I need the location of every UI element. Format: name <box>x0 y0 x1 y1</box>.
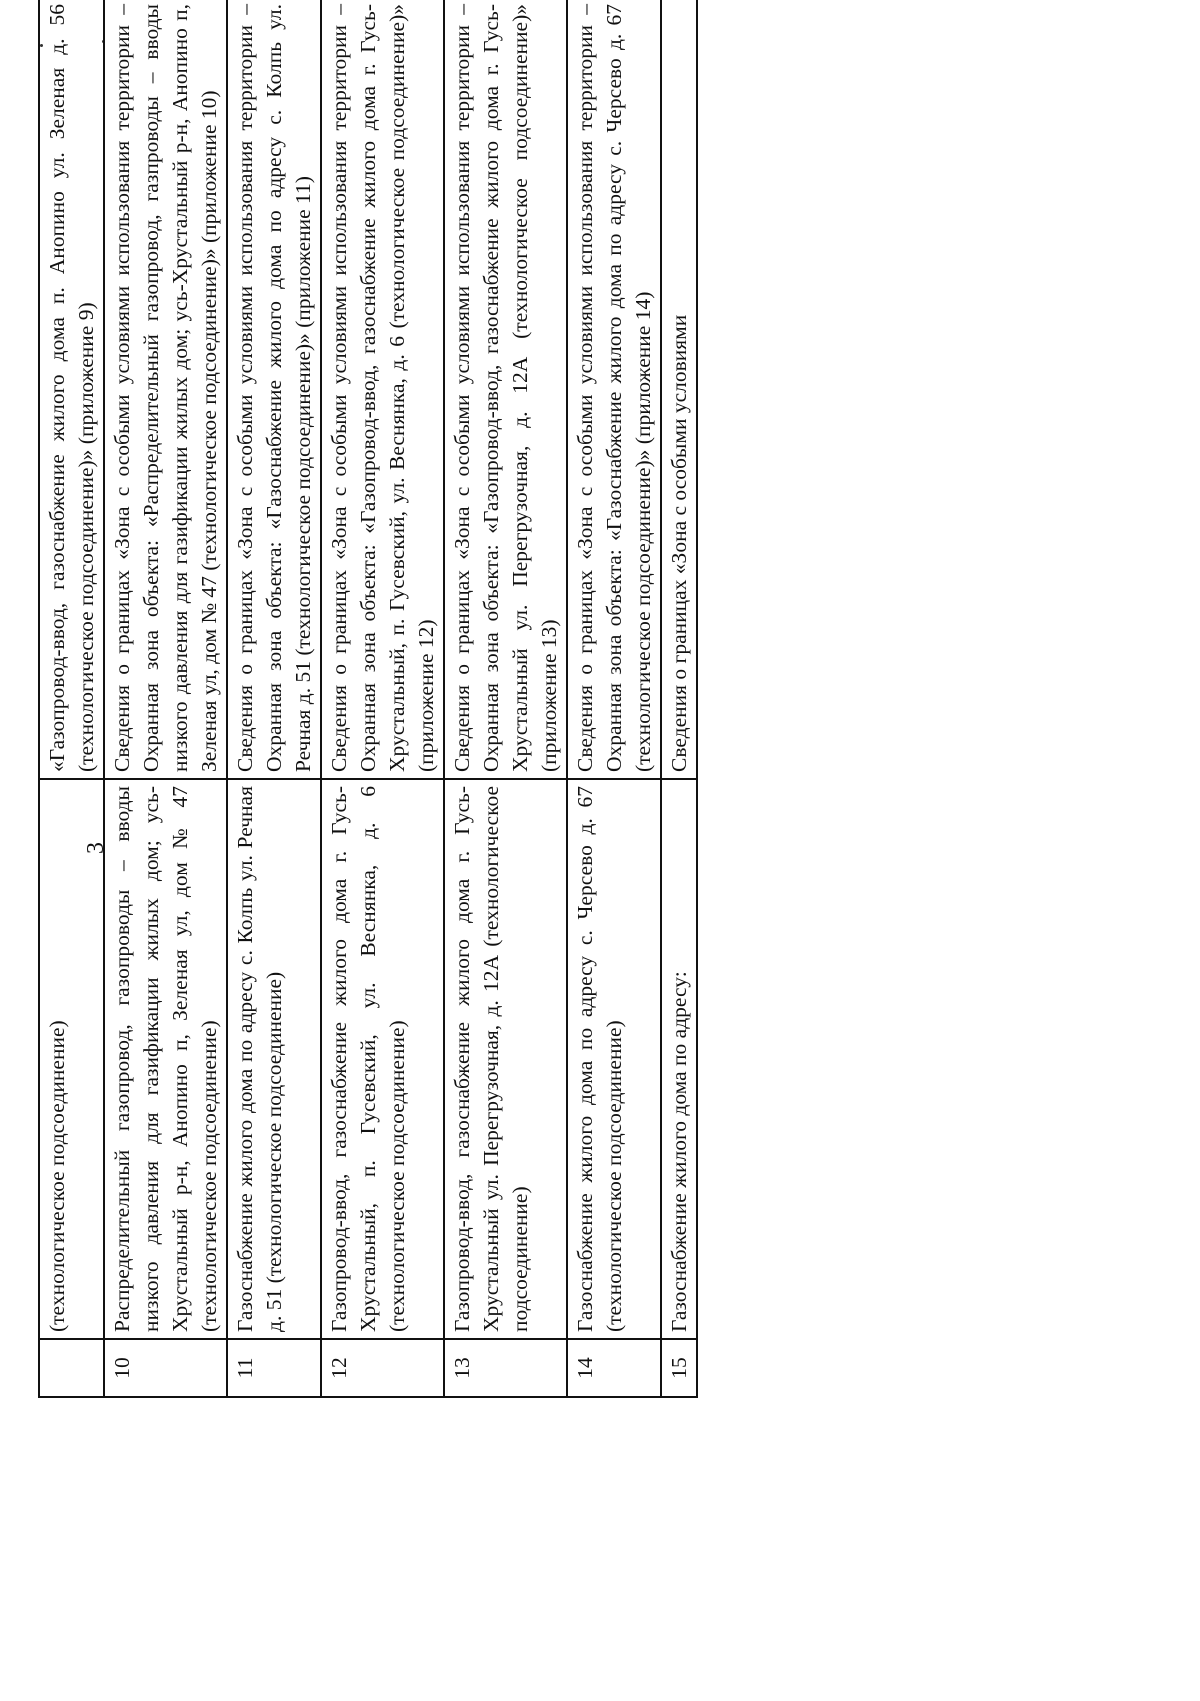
page-number: 3 <box>83 842 109 854</box>
zone-info-cell: Сведения о границах «Зона с особыми условиями <box>661 0 697 779</box>
row-number-cell: 11 <box>227 1339 321 1397</box>
zone-info-cell: «Газопровод-ввод, газоснабжение жилого дома п. Анопино ул. Зеленая д. 56 (технологическое подсоединение)» (приложение 9) <box>39 0 104 779</box>
objects-table <box>38 0 698 1398</box>
object-name-cell: Газопровод-ввод, газоснабжение жилого дома г. Гусь-Хрустальный ул. Перегрузочная, д. 12А (технологическое подсоединение) <box>444 779 567 1339</box>
zone-info-cell: Сведения о границах «Зона с особыми условиями использования территории – Охранная зона объекта: «Газоснабжение жилого дома по адресу с. Колпь ул. Речная д. 51 (технологическое подсоединение)» (приложение 11) <box>227 0 321 779</box>
table-row <box>444 0 567 1397</box>
zone-info-cell: Сведения о границах «Зона с особыми условиями использования территории – Охранная зона объекта: «Газопровод-ввод, газоснабжение жилого дома г. Гусь-Хрустальный ул. Перегрузочная, д. 12А (технологическое подсоединение)» (приложение 13) <box>444 0 567 779</box>
object-name-cell: Газоснабжение жилого дома по адресу: <box>661 779 697 1339</box>
zone-info-cell: Сведения о границах «Зона с особыми условиями использования территории – Охранная зона объекта: «Газопровод-ввод, газоснабжение жилого дома г. Гусь-Хрустальный, п. Гусевский, ул. Веснянка, д. 6 (технологическое подсоединение)» (приложение 12) <box>321 0 444 779</box>
object-name-cell: (технологическое подсоединение) <box>39 779 104 1339</box>
zone-info-cell: Сведения о границах «Зона с особыми условиями использования территории – Охранная зона объекта: «Газоснабжение жилого дома по адресу с. Черсево д. 67 (технологическое подсоединение)» (приложение 14) <box>567 0 661 779</box>
object-name-cell: Газоснабжение жилого дома по адресу с. Колпь ул. Речная д. 51 (технологическое подсоединение) <box>227 779 321 1339</box>
table-row <box>321 0 444 1397</box>
table-row <box>227 0 321 1397</box>
row-number-cell: 10 <box>104 1339 227 1397</box>
object-name-cell: Распределительный газопровод, газопроводы – вводы низкого давления для газификации жилых дом; усь-Хрустальный р-н, Анопино п, Зеленая ул, дом № 47 (технологическое подсоединение) <box>104 779 227 1339</box>
row-number-cell: 14 <box>567 1339 661 1397</box>
rotated-table-container <box>38 0 998 1398</box>
zone-info-cell: Сведения о границах «Зона с особыми условиями использования территории – Охранная зона объекта: «Распределительный газопровод, газпроводы – вводы низкого давления для газификации жилых дом; усь-Хрустальный р-н, Анопино п, Зеленая ул, дом № 47 (технологическое подсоединение)» (приложение 10) <box>104 0 227 779</box>
object-name-cell: Газопровод-ввод, газоснабжение жилого дома г. Гусь-Хрустальный, п. Гусевский, ул. Веснянка, д. 6 (технологическое подсоединение) <box>321 779 444 1339</box>
row-number-cell: 12 <box>321 1339 444 1397</box>
table-row <box>104 0 227 1397</box>
table-row <box>567 0 661 1397</box>
row-number-cell <box>39 1339 104 1397</box>
table-row <box>39 0 104 1397</box>
object-name-cell: Газоснабжение жилого дома по адресу с. Черсево д. 67 (технологическое подсоединение) <box>567 779 661 1339</box>
table-row <box>661 0 697 1397</box>
row-number-cell: 15 <box>661 1339 697 1397</box>
row-number-cell: 13 <box>444 1339 567 1397</box>
